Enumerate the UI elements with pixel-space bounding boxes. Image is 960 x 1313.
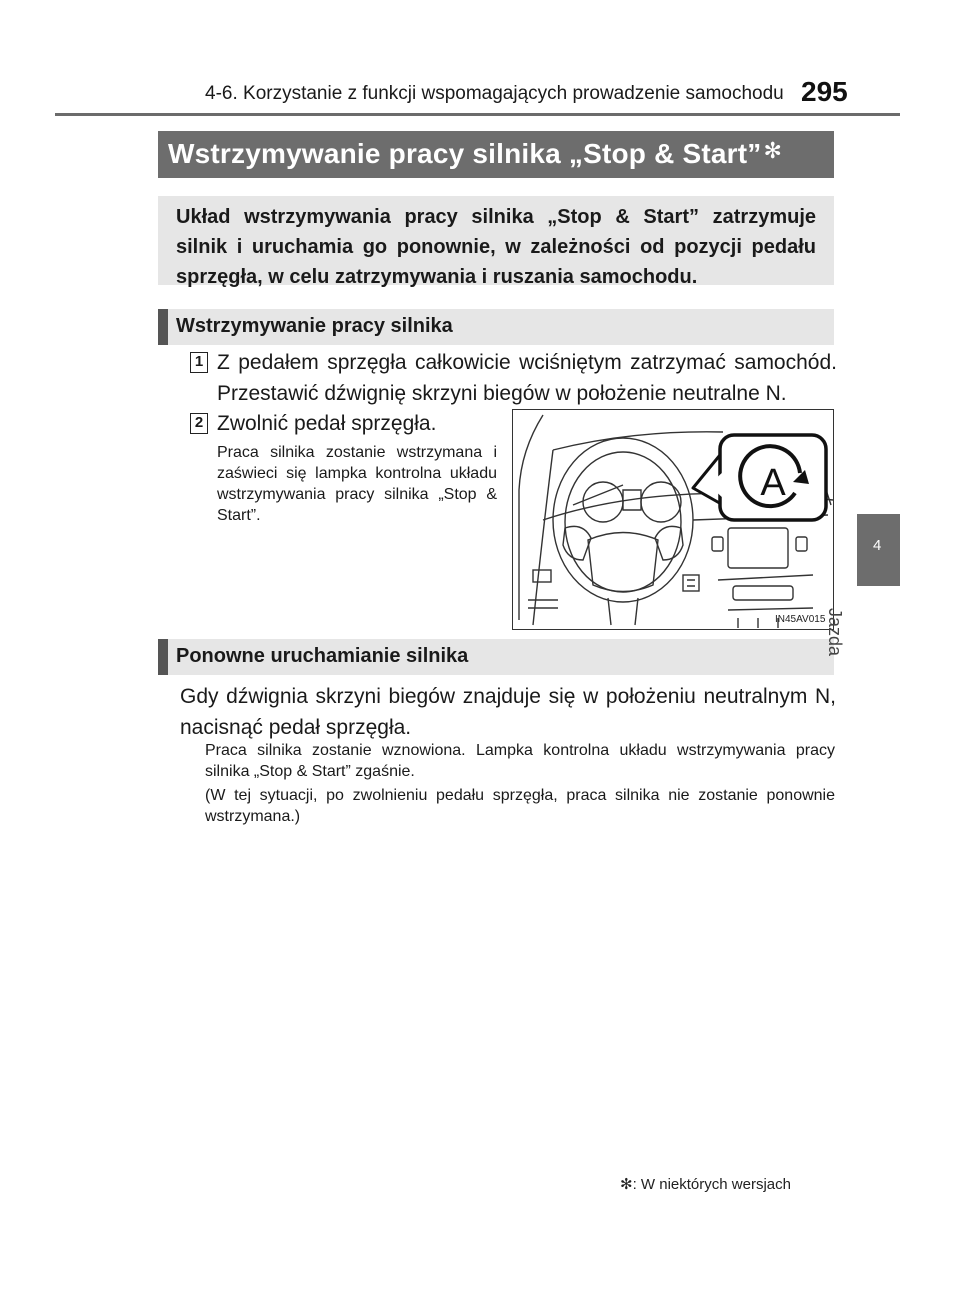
asterisk-icon: ✻ bbox=[763, 138, 783, 163]
step-2-text: Zwolnić pedał sprzęgła. bbox=[217, 412, 437, 435]
section-heading-stop bbox=[158, 309, 834, 345]
page-number: 295 bbox=[801, 76, 848, 107]
step-number-2: 2 bbox=[190, 413, 208, 434]
asterisk-icon: ✻ bbox=[620, 1176, 633, 1193]
step-number-1: 1 bbox=[190, 352, 208, 373]
running-header: 4-6. Korzystanie z funkcji wspomagających prowadzenie samochodu bbox=[205, 83, 784, 104]
restart-note: Praca silnika zostanie wznowiona. Lampka kontrolna układu wstrzymywania pracy silnika „Stop & Start” zgaśnie. bbox=[205, 742, 835, 780]
indicator-letter: A bbox=[760, 462, 786, 504]
section-marker bbox=[158, 639, 168, 675]
dashboard-drawing bbox=[513, 410, 834, 630]
step-1-text: Z pedałem sprzęgła całkowicie wciśniętym zatrzymać samochód. Przestawić dźwignię skrzyni biegów w położenie neutralne N. bbox=[217, 351, 837, 405]
dashboard-illustration bbox=[512, 409, 834, 630]
page-title bbox=[168, 138, 782, 170]
chapter-number: 4 bbox=[873, 537, 882, 554]
footnote-text: : W niektórych wersjach bbox=[632, 1176, 791, 1193]
intro-summary: Układ wstrzymywania pracy silnika „Stop & Start” zatrzymuje silnik i uruchamia go ponownie, w zależności od pozycji pedału sprzęgła, w celu zatrzymywania i ruszania samochodu. bbox=[158, 196, 834, 285]
chapter-label: Jazda bbox=[825, 608, 845, 657]
footnote bbox=[620, 1175, 791, 1193]
page-title-text: Wstrzymywanie pracy silnika „Stop & Start” bbox=[168, 138, 762, 169]
section-heading-text: Ponowne uruchamianie silnika bbox=[176, 645, 469, 667]
restart-instruction: Gdy dźwignia skrzyni biegów znajduje się w położeniu neutralnym N, nacisnąć pedał sprzęgła. bbox=[180, 685, 836, 739]
step-2-note: Praca silnika zostanie wstrzymana i zaświeci się lampka kontrolna układu wstrzymywania pracy silnika „Stop & Start”. bbox=[217, 444, 497, 524]
restart-note-extra: (W tej sytuacji, po zwolnieniu pedału sprzęgła, praca silnika nie zostanie ponownie wstrzymana.) bbox=[205, 787, 835, 825]
header-divider bbox=[55, 113, 900, 116]
section-heading-text: Wstrzymywanie pracy silnika bbox=[176, 315, 453, 337]
section-marker bbox=[158, 309, 168, 345]
section-heading-restart bbox=[158, 639, 834, 675]
figure-code: IN45AV015 bbox=[775, 614, 826, 625]
